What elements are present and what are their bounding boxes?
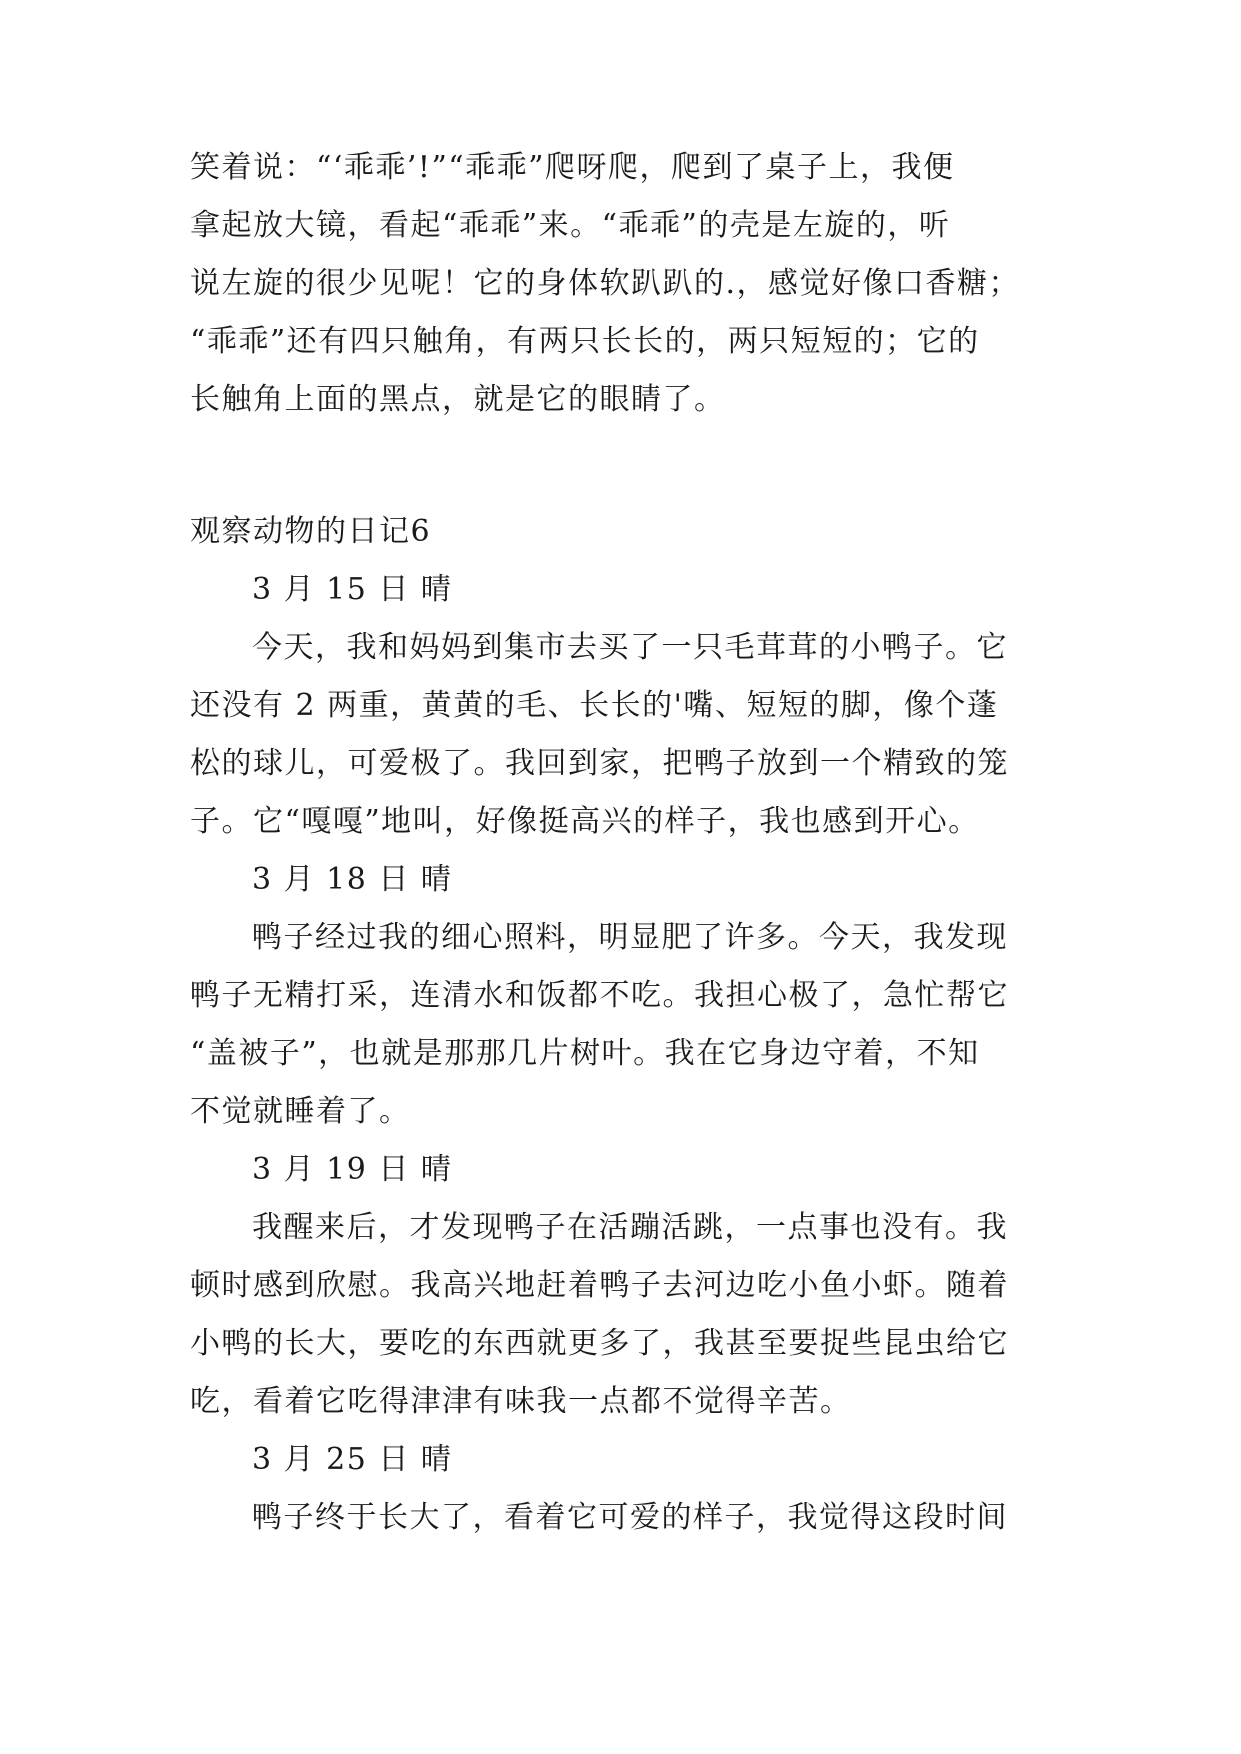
paragraph-line: 说左旋的很少见呢！它的身体软趴趴的.，感觉好像口香糖； <box>190 266 1021 301</box>
diary-date: 3 月 15 日 晴 <box>252 572 453 607</box>
paragraph-line: 鸭子终于长大了，看着它可爱的样子，我觉得这段时间 <box>252 1500 1008 1535</box>
diary-date: 3 月 19 日 晴 <box>252 1152 453 1187</box>
diary-date: 3 月 25 日 晴 <box>252 1442 453 1477</box>
paragraph-line: 还没有 2 两重，黄黄的毛、长长的'嘴、短短的脚，像个蓬 <box>190 688 999 723</box>
paragraph-line: 笑着说：“‘乖乖’!”“乖乖”爬呀爬，爬到了桌子上，我便 <box>190 150 955 185</box>
paragraph-line: 鸭子经过我的细心照料，明显肥了许多。今天，我发现 <box>252 920 1008 955</box>
paragraph-line: 长触角上面的黑点，就是它的眼睛了。 <box>190 382 726 417</box>
paragraph-line: 吃，看着它吃得津津有味我一点都不觉得辛苦。 <box>190 1384 852 1419</box>
paragraph-line: 顿时感到欣慰。我高兴地赶着鸭子去河边吃小鱼小虾。随着 <box>190 1268 1009 1303</box>
section-title: 观察动物的日记6 <box>190 514 432 549</box>
paragraph-line: 小鸭的长大，要吃的东西就更多了，我甚至要捉些昆虫给它 <box>190 1326 1009 1361</box>
paragraph-line: “乖乖”还有四只触角，有两只长长的，两只短短的；它的 <box>190 324 980 359</box>
paragraph-line: 鸭子无精打采，连清水和饭都不吃。我担心极了，急忙帮它 <box>190 978 1009 1013</box>
paragraph-line: 不觉就睡着了。 <box>190 1094 411 1129</box>
paragraph-line: 我醒来后，才发现鸭子在活蹦活跳，一点事也没有。我 <box>252 1210 1008 1245</box>
paragraph-line: 今天，我和妈妈到集市去买了一只毛茸茸的小鸭子。它 <box>252 630 1008 665</box>
paragraph-line: 松的球儿，可爱极了。我回到家，把鸭子放到一个精致的笼 <box>190 746 1009 781</box>
paragraph-line: 子。它“嘎嘎”地叫，好像挺高兴的样子，我也感到开心。 <box>190 804 980 839</box>
paragraph-line: 拿起放大镜，看起“乖乖”来。“乖乖”的壳是左旋的，听 <box>190 208 951 243</box>
diary-date: 3 月 18 日 晴 <box>252 862 453 897</box>
paragraph-line: “盖被子”，也就是那那几片树叶。我在它身边守着，不知 <box>190 1036 980 1071</box>
